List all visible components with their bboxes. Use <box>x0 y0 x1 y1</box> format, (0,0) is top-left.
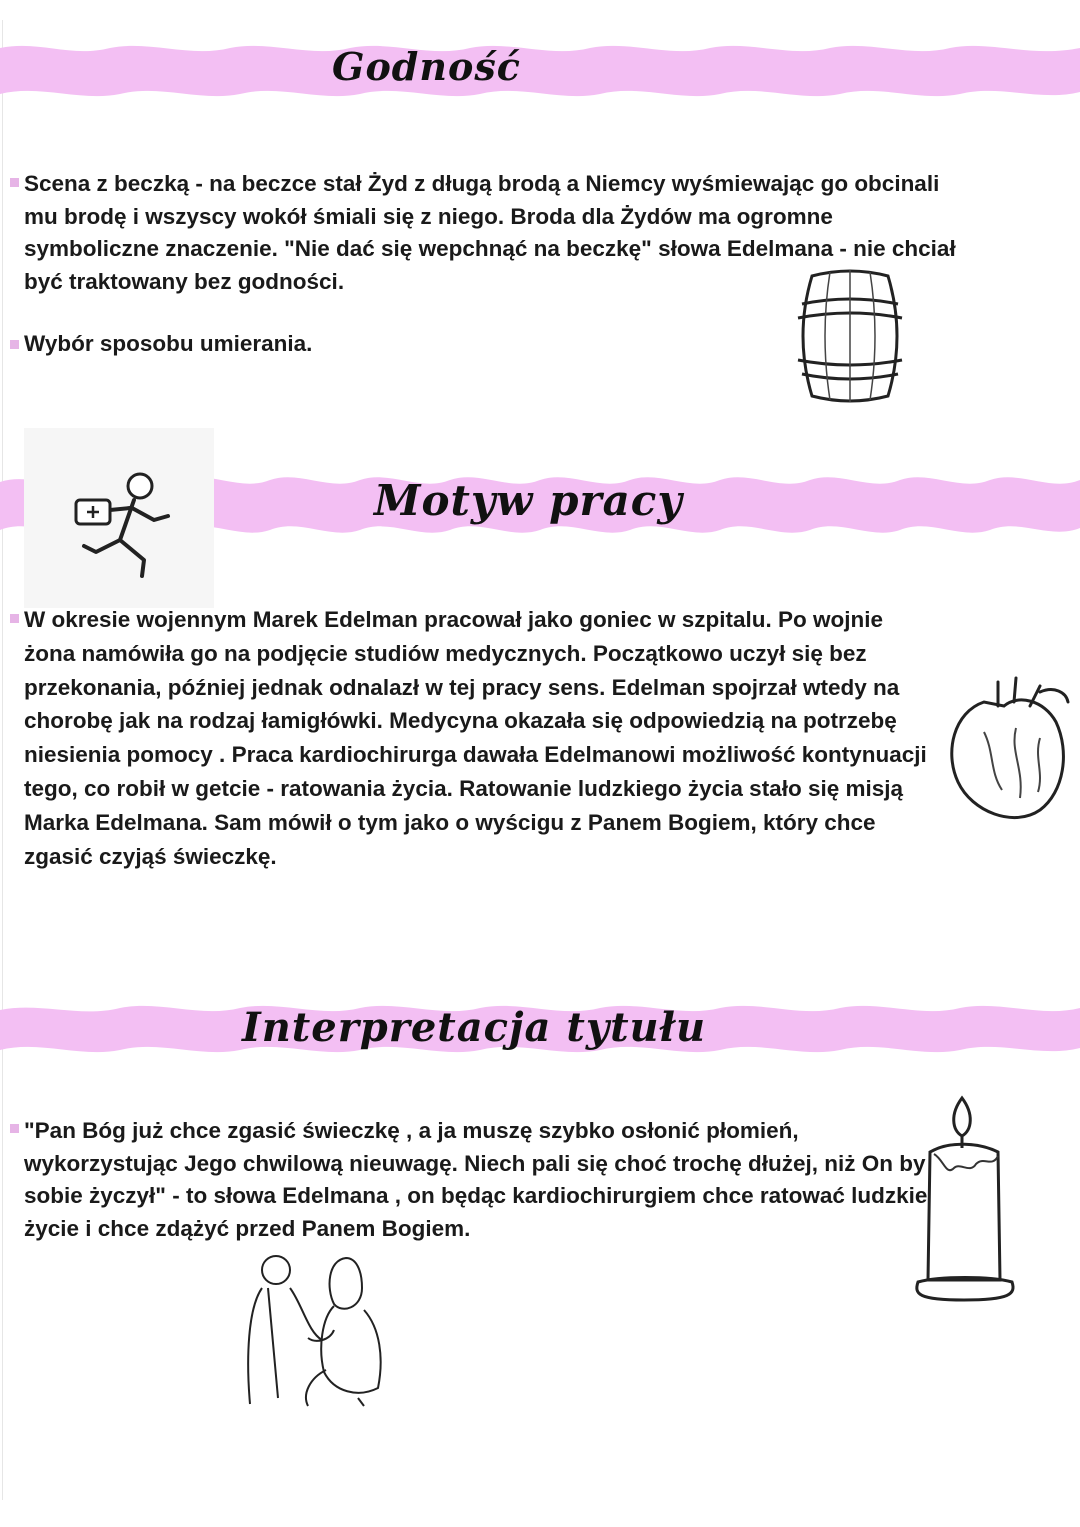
candle-icon <box>910 1090 1020 1310</box>
section-title-interpretacja: Interpretacja tytułu <box>242 1004 707 1051</box>
bullet-marker <box>10 340 19 349</box>
section-title-godnosc: Godność <box>332 44 521 89</box>
bullet-marker <box>10 178 19 187</box>
page-edge <box>2 20 3 1500</box>
running-medic-icon <box>24 428 214 608</box>
section-title-motyw-pracy: Motyw pracy <box>374 476 683 525</box>
heart-icon <box>944 672 1074 832</box>
paragraph-barrel-scene: Scena z beczką - na beczce stał Żyd z długą brodą a Niemcy wyśmiewając go obcinali mu brodę i wszyscy wokół śmiali się z niego. Broda dla Żydów ma ogromne symboliczne znaczenie. "Nie dać się wepchnąć na beczkę" słowa Edelmana - nie chciał być traktowany bez godności. <box>24 171 956 294</box>
bullet-marker <box>10 614 19 623</box>
doctor-patient-icon <box>238 1248 388 1408</box>
barrel-icon <box>790 266 910 406</box>
paragraph-dying-choice: Wybór sposobu umierania. <box>24 331 313 356</box>
paragraph-work-motif: W okresie wojennym Marek Edelman pracował jako goniec w szpitalu. Po wojnie żona namówiła go na podjęcie studiów medycznych. Początkowo uczył się bez przekonania, później jednak odnalazł w tej pracy sens. Edelman spojrzał wtedy na chorobę jak na rodzaj łamigłówki. Medycyna okazała się odpowiedzią na potrzebę niesienia pomocy . Praca kardiochirurga dawała Edelmanowi możliwość kontynuacji tego, co robił w getcie - ratowania życia. Ratowanie ludzkiego życia stało się misją Marka Edelmana. Sam mówił o tym jako o wyścigu z Panem Bogiem, który chce zgasić czyjąś świeczkę. <box>24 607 927 869</box>
bullet-marker <box>10 1124 19 1133</box>
heading-band-godnosc <box>0 40 1080 108</box>
paragraph-title-interpretation: "Pan Bóg już chce zgasić świeczkę , a ja muszę szybko osłonić płomień, wykorzystując Jego chwilową nieuwagę. Niech pali się choć trochę dłużej, niż On by sobie życzył" - to słowa Edelmana , on będąc kardiochirurgiem chce ratować ludzkie życie i chce zdążyć przed Panem Bogiem. <box>24 1118 928 1241</box>
